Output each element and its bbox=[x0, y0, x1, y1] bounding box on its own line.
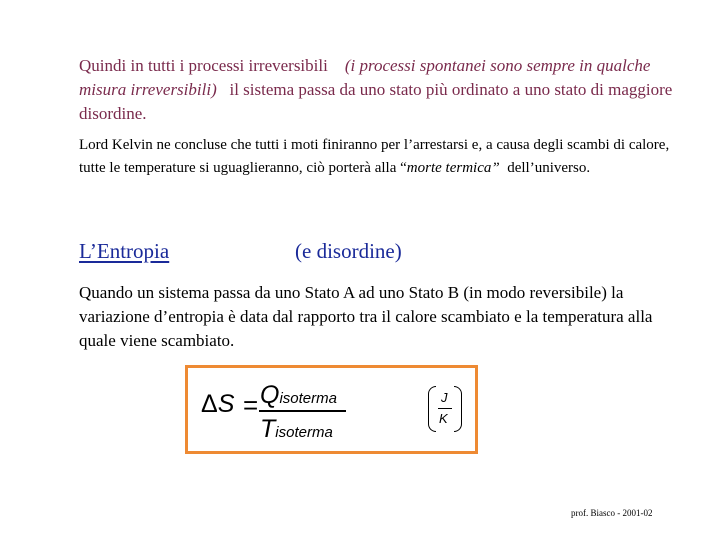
formula-den-sub: isoterma bbox=[275, 424, 333, 441]
formula-equals: = bbox=[243, 390, 259, 420]
unit-left-paren bbox=[428, 386, 436, 432]
formula-unit bbox=[428, 386, 462, 432]
unit-fraction-bar bbox=[438, 408, 452, 409]
definition-paragraph: Quando un sistema passa da uno Stato A ad uno Stato B (in modo reversibile) la variazione d’entropia è data dal rapporto tra il calore scambiato e la temperatura alla quale viene scambiato. bbox=[79, 283, 653, 350]
formula-lhs bbox=[201, 390, 234, 419]
footer-credit: prof. Biasco - 2001-02 bbox=[571, 508, 653, 518]
intro-text-italic: (i processi spontanei sono sempre in qualche misura irreversibili) bbox=[79, 56, 651, 99]
kelvin-text-c: dell’universo. bbox=[507, 160, 591, 176]
heading-disordine: (e disordine) bbox=[295, 239, 402, 263]
heading-entropia: L’Entropia bbox=[79, 239, 170, 263]
formula-lhs-var: S bbox=[217, 390, 235, 418]
formula-delta: Δ bbox=[201, 390, 218, 418]
section-heading bbox=[79, 239, 579, 267]
formula-num-sub: isoterma bbox=[279, 390, 337, 407]
intro-text-c: il sistema passa da uno stato più ordinato a uno stato di maggiore disordine. bbox=[79, 80, 673, 123]
entropy-formula-box bbox=[185, 365, 478, 454]
unit-right-paren bbox=[454, 386, 462, 432]
formula-numerator bbox=[260, 381, 337, 410]
intro-paragraph bbox=[79, 54, 679, 126]
kelvin-paragraph bbox=[79, 134, 679, 180]
intro-text-a: Quindi in tutti i processi irreversibili bbox=[79, 56, 328, 75]
formula-denominator bbox=[260, 415, 333, 444]
unit-denominator: K bbox=[439, 411, 448, 426]
kelvin-text-a: Lord Kelvin ne concluse che tutti i moti finiranno per l’arrestarsi e, a causa degli scambi di calore, tutte le temperature si uguaglieranno, ciò porterà alla “ bbox=[79, 137, 670, 176]
kelvin-text-italic: morte termica” bbox=[406, 160, 500, 176]
unit-numerator: J bbox=[441, 390, 448, 405]
formula-num-var: Q bbox=[260, 381, 280, 409]
formula-fraction-bar bbox=[259, 410, 346, 412]
formula-den-var: T bbox=[260, 415, 276, 443]
